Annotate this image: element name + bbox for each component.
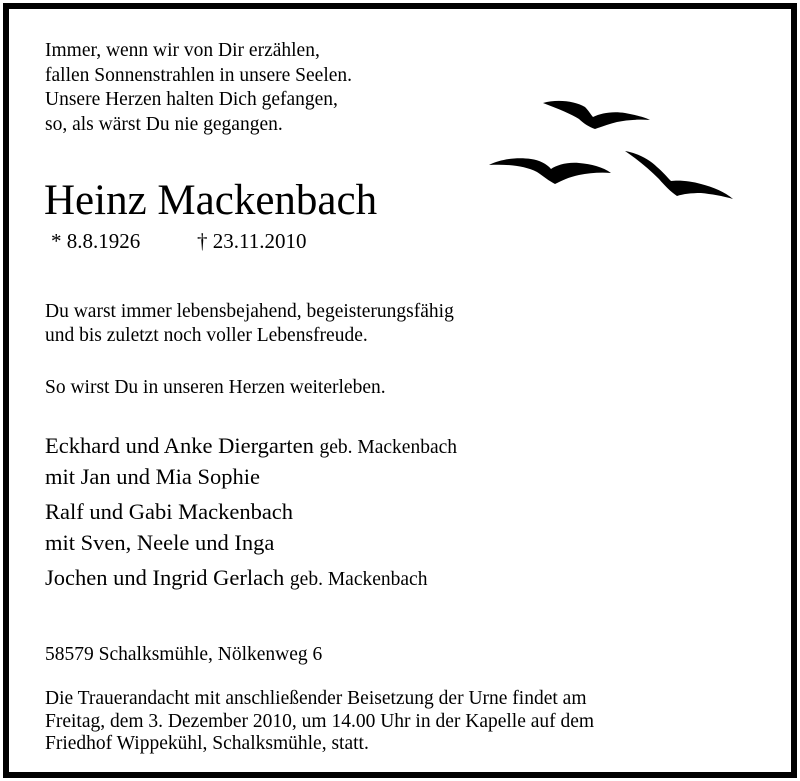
closing-sentence: So wirst Du in unseren Herzen weiterleben. xyxy=(45,377,386,398)
tribute-line: und bis zuletzt noch voller Lebensfreude. xyxy=(45,325,368,346)
maiden-name-note: geb. Mackenbach xyxy=(319,437,458,458)
mourner-line xyxy=(45,562,457,593)
death-date: † 23.11.2010 xyxy=(197,229,307,253)
memorial-poem xyxy=(45,39,352,137)
service-line: Freitag, dem 3. Dezember 2010, um 14.00 Uhr in der Kapelle auf dem xyxy=(45,710,595,732)
tribute-line: Du warst immer lebensbejahend, begeisterungsfähig xyxy=(45,301,454,322)
poem-line: Unsere Herzen halten Dich gefangen, xyxy=(45,89,338,110)
mourner-line: mit Jan und Mia Sophie xyxy=(45,464,260,489)
service-information xyxy=(45,688,594,756)
service-line: Friedhof Wippekühl, Schalksmühle, statt. xyxy=(45,733,369,754)
maiden-name-note: geb. Mackenbach xyxy=(289,569,428,590)
family-address: 58579 Schalksmühle, Nölkenweg 6 xyxy=(45,644,323,665)
mourner-line: mit Sven, Neele und Inga xyxy=(45,530,275,555)
deceased-name: Heinz Mackenbach xyxy=(44,177,378,224)
mourner-line: Ralf und Gabi Mackenbach xyxy=(45,499,294,524)
mourners-list xyxy=(45,430,457,593)
bird-shape xyxy=(543,101,650,129)
bird-shape xyxy=(489,158,611,184)
mourner-names: Eckhard und Anke Diergarten xyxy=(45,433,314,458)
flying-birds-icon xyxy=(485,89,741,207)
service-line: Die Trauerandacht mit anschließender Beisetzung der Urne findet am xyxy=(45,688,587,709)
mourner-names: Jochen und Ingrid Gerlach xyxy=(45,565,285,590)
bird-shape xyxy=(625,151,733,199)
tribute-message xyxy=(45,300,454,348)
birth-date: * 8.8.1926 xyxy=(51,229,141,253)
poem-line: so, als wärst Du nie gegangen. xyxy=(45,113,283,135)
poem-line: Immer, wenn wir von Dir erzählen, xyxy=(45,40,320,61)
mourner-line xyxy=(45,430,457,461)
poem-line: fallen Sonnenstrahlen in unsere Seelen. xyxy=(45,64,353,86)
obituary-notice xyxy=(3,3,797,778)
